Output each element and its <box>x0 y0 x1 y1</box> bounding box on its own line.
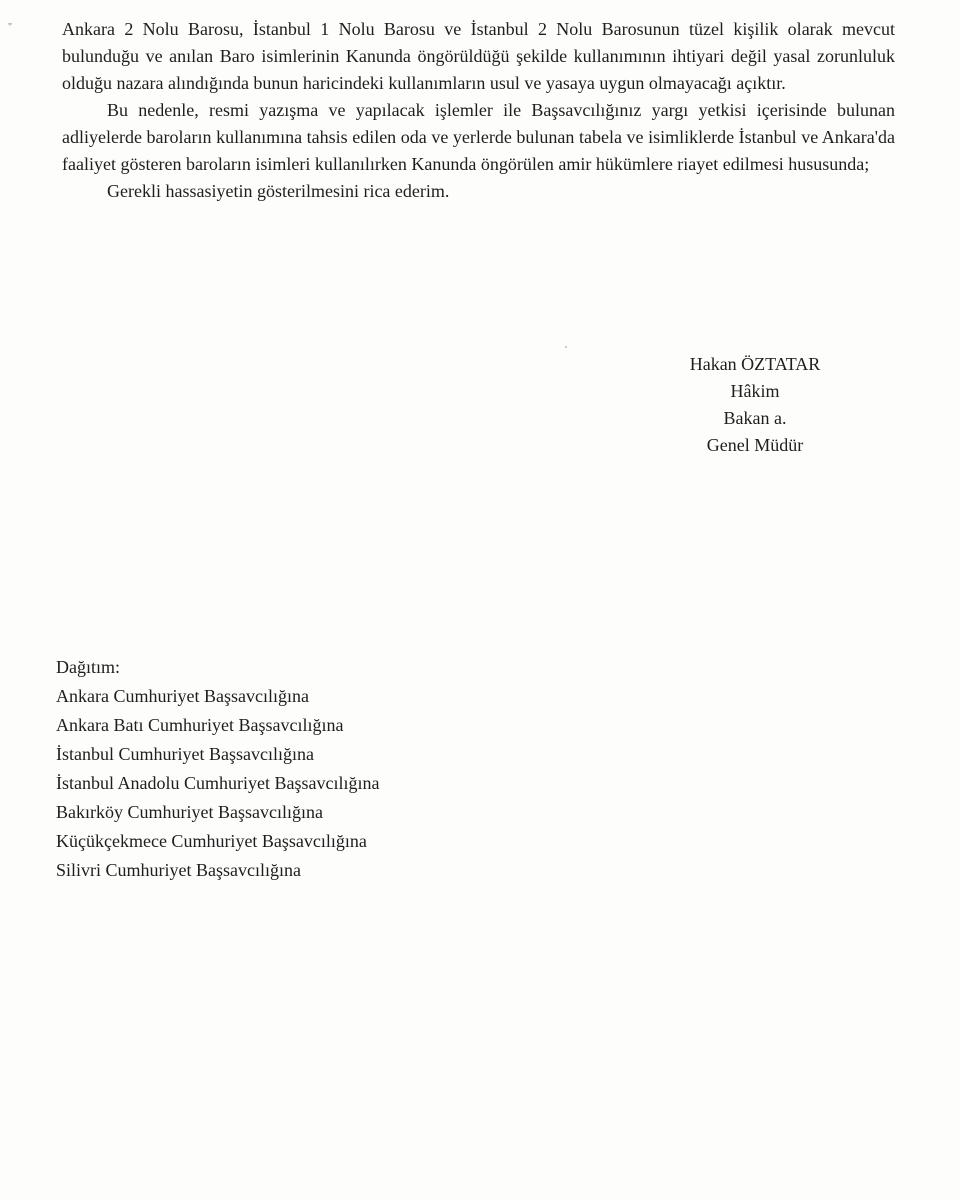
distribution-item: Silivri Cumhuriyet Başsavcılığına <box>56 860 301 880</box>
signatory-title: Hâkim <box>730 381 780 401</box>
distribution-item: İstanbul Cumhuriyet Başsavcılığına <box>56 744 314 764</box>
distribution-list <box>56 653 379 885</box>
signature-block <box>660 351 850 459</box>
signatory-position: Genel Müdür <box>706 435 804 455</box>
distribution-items <box>56 682 379 885</box>
paragraph-bar-names: Ankara 2 Nolu Barosu, İstanbul 1 Nolu Barosu ve İstanbul 2 Nolu Barosunun tüzel kişilik olarak mevcut bulunduğu ve anılan Baro isimlerinin Kanunda öngörüldüğü şekilde kullanımının ihtiyari değil yasal zorunluluk olduğu nazara alındığında bunun haricindeki kullanımların usul ve yasaya uygun olmayacağı açıktır. <box>62 19 895 93</box>
signatory-name: Hakan ÖZTATAR <box>689 354 821 374</box>
letter-body <box>62 16 895 205</box>
distribution-item: İstanbul Anadolu Cumhuriyet Başsavcılığına <box>56 773 380 793</box>
closing-sentence: Gerekli hassasiyetin gösterilmesini rica ederim. <box>107 181 450 201</box>
signatory-on-behalf: Bakan a. <box>723 408 787 428</box>
distribution-item: Ankara Batı Cumhuriyet Başsavcılığına <box>56 715 344 735</box>
distribution-item: Küçükçekmece Cumhuriyet Başsavcılığına <box>56 831 367 851</box>
distribution-item: Bakırköy Cumhuriyet Başsavcılığına <box>56 802 323 822</box>
scan-speck <box>565 346 567 348</box>
distribution-heading: Dağıtım: <box>56 657 120 677</box>
corner-mark: " <box>8 22 13 33</box>
paragraph-request: Bu nedenle, resmi yazışma ve yapılacak işlemler ile Başsavcılığınız yargı yetkisi içerisinde bulunan adliyelerde baroların kullanımına tahsis edilen oda ve yerlerde bulunan tabela ve isimliklerde İstanbul ve Ankara'da faaliyet gösteren baroların isimleri kullanılırken Kanunda öngörülen amir hükümlere riayet edilmesi hususunda; <box>62 100 895 174</box>
distribution-item: Ankara Cumhuriyet Başsavcılığına <box>56 686 309 706</box>
